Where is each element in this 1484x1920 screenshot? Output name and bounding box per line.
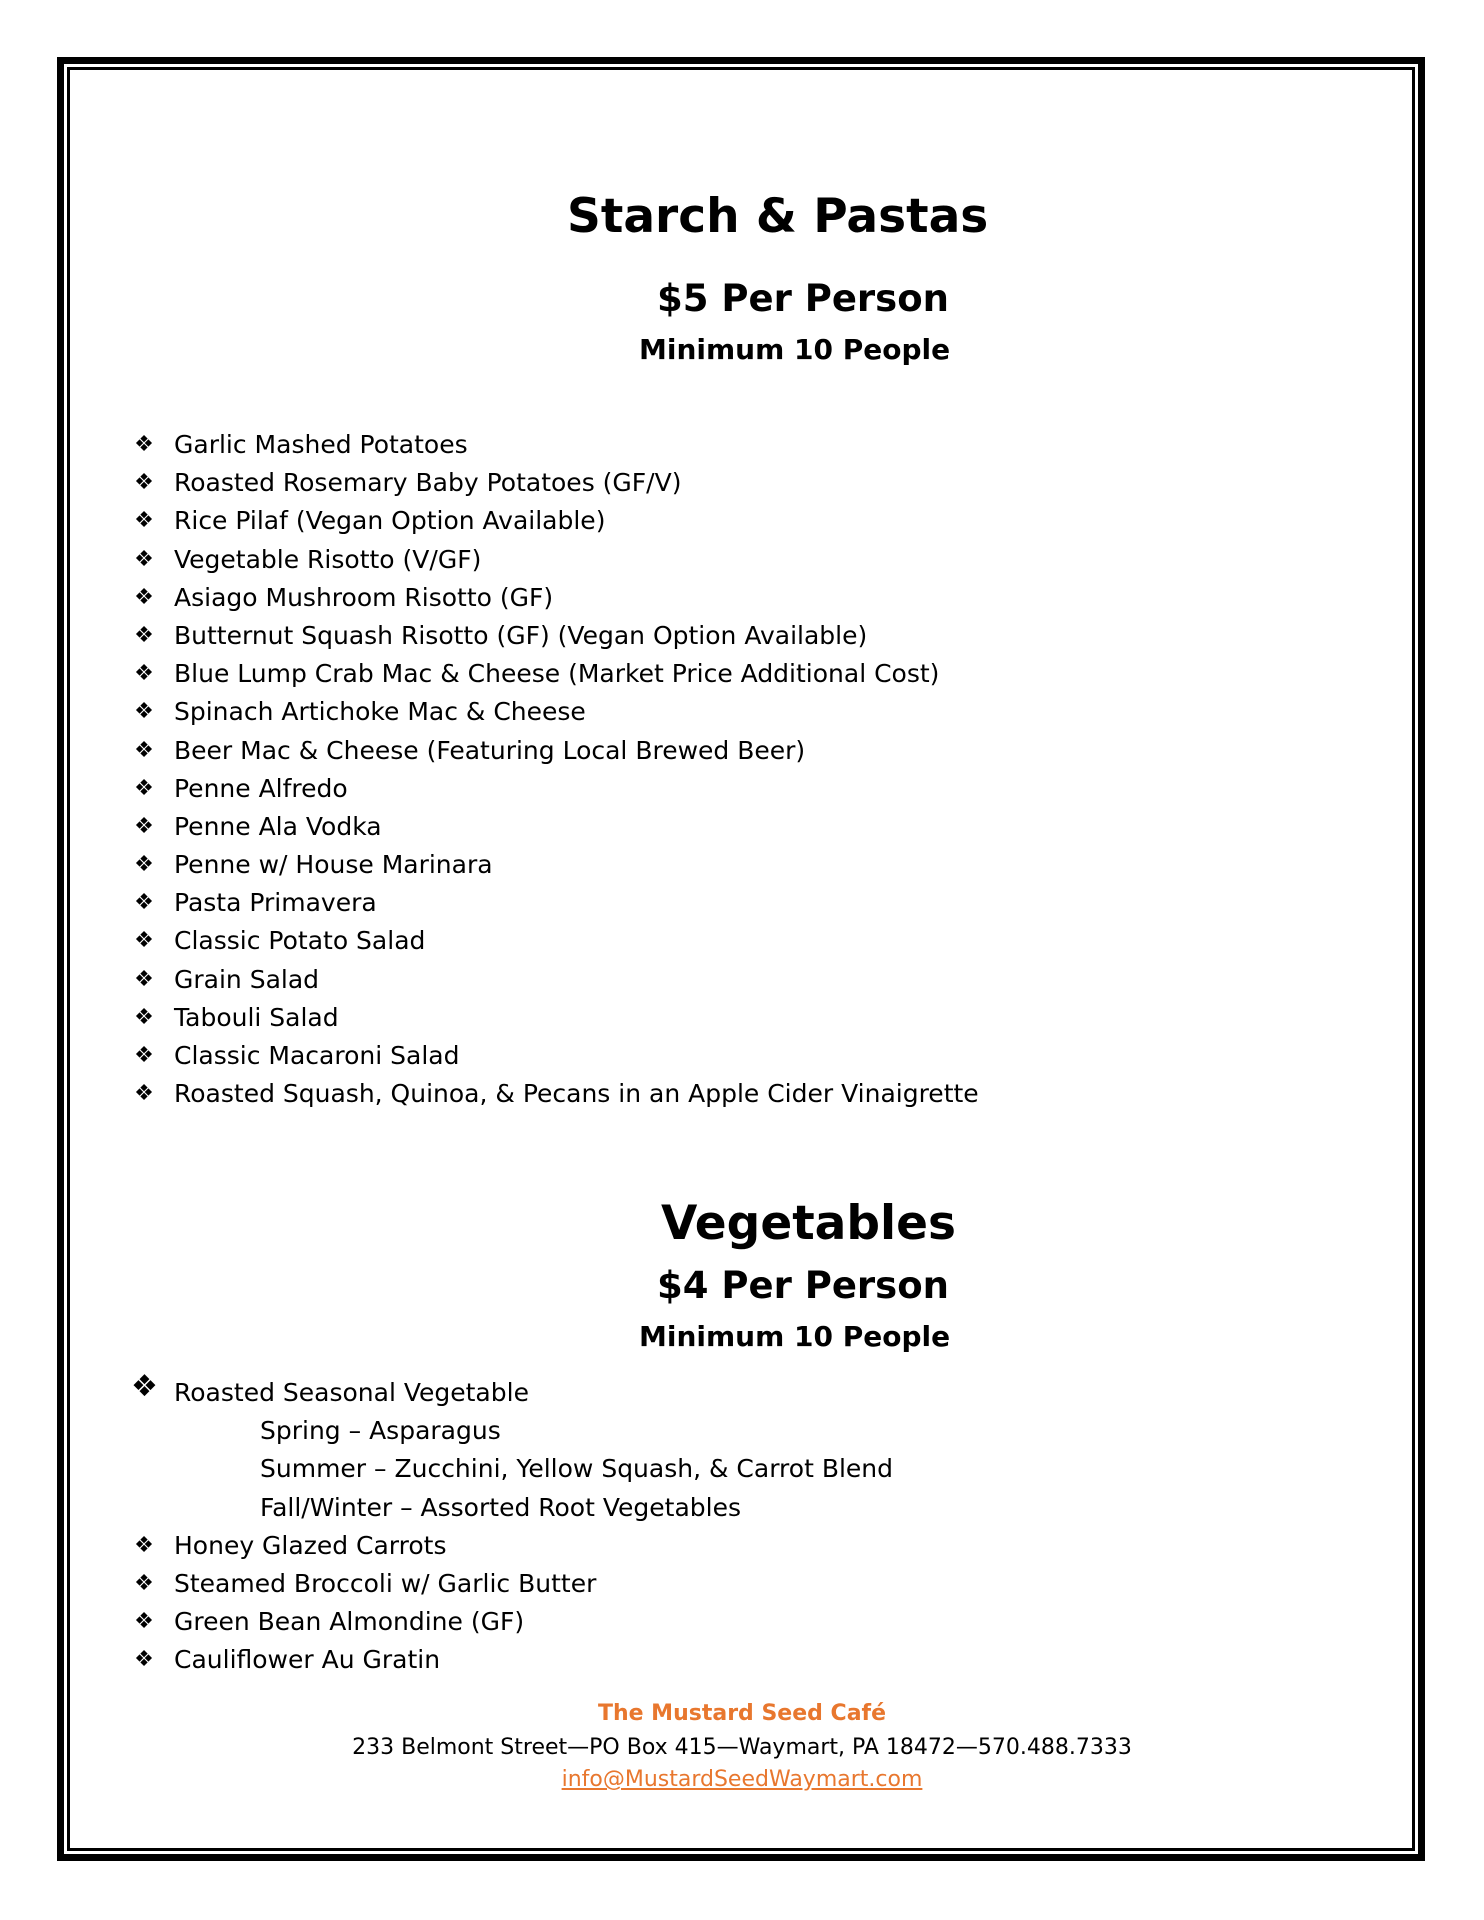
four-diamond-bullet-icon: ❖ — [134, 1004, 154, 1030]
four-diamond-bullet-icon: ❖ — [134, 1647, 154, 1673]
vegetables-section-title: Vegetables — [661, 1196, 956, 1251]
four-diamond-bullet-icon: ❖ — [134, 584, 154, 610]
vegetables-minimum: Minimum 10 People — [639, 1320, 951, 1353]
email-link[interactable]: info@MustardSeedWaymart.com — [561, 1767, 923, 1792]
four-diamond-bullet-icon: ❖ — [134, 928, 154, 954]
four-diamond-bullet-icon: ❖ — [134, 508, 154, 534]
four-diamond-bullet-icon: ❖ — [134, 1081, 154, 1107]
four-diamond-bullet-icon: ❖ — [134, 852, 154, 878]
four-diamond-bullet-icon: ❖ — [134, 1609, 154, 1635]
four-diamond-bullet-icon: ❖ — [134, 1570, 154, 1596]
four-diamond-bullet-icon: ❖ — [134, 775, 154, 801]
starch-price: $5 Per Person — [657, 277, 949, 320]
four-diamond-bullet-icon: ❖ — [134, 661, 154, 687]
four-diamond-bullet-icon: ❖ — [134, 546, 154, 572]
four-diamond-bullet-icon: ❖ — [134, 966, 154, 992]
four-diamond-bullet-icon: ❖ — [134, 1043, 154, 1068]
four-diamond-bullet-icon: ❖ — [131, 1369, 158, 1404]
starch-minimum: Minimum 10 People — [639, 333, 951, 366]
four-diamond-bullet-icon: ❖ — [134, 813, 154, 839]
contact-address: 233 Belmont Street—PO Box 415—Waymart, PA 18472—570.488.7333 — [352, 1735, 1132, 1760]
four-diamond-bullet-icon: ❖ — [134, 622, 154, 648]
cafe-name: The Mustard Seed Café — [597, 1701, 887, 1726]
four-diamond-bullet-icon: ❖ — [134, 699, 154, 725]
four-diamond-bullet-icon: ❖ — [134, 890, 154, 916]
four-diamond-bullet-icon: ❖ — [134, 470, 154, 496]
vegetables-price: $4 Per Person — [657, 1264, 949, 1307]
four-diamond-bullet-icon: ❖ — [134, 432, 154, 457]
starch-section-title: Starch & Pastas — [567, 189, 989, 244]
four-diamond-bullet-icon: ❖ — [134, 737, 154, 763]
four-diamond-bullet-icon: ❖ — [134, 1532, 154, 1558]
